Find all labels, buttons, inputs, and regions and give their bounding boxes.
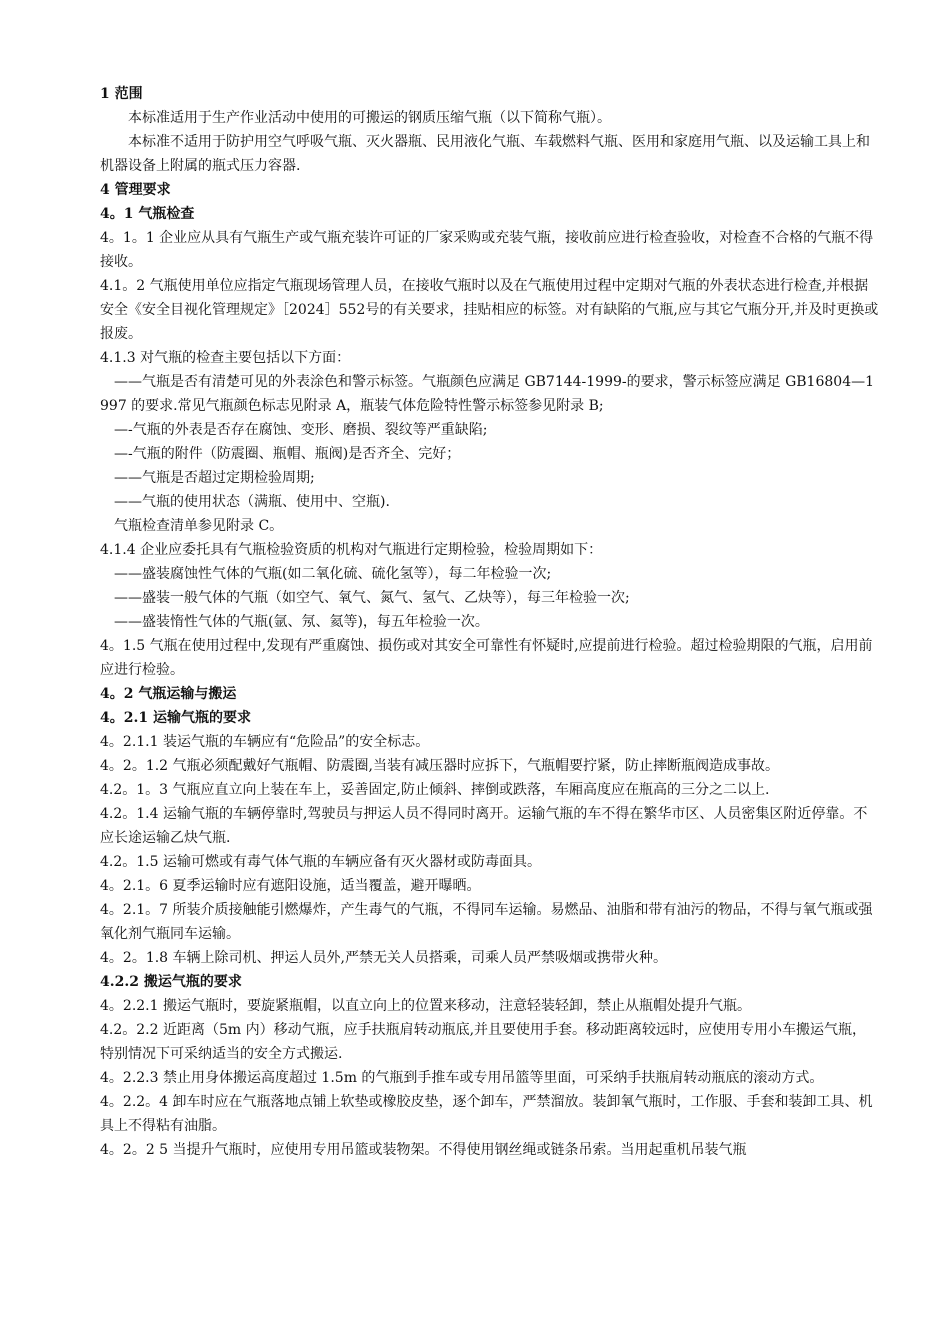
paragraph: 本标准适用于生产作业活动中使用的可搬运的钢质压缩气瓶（以下简称气瓶）。	[128, 110, 611, 126]
paragraph: ——盛装惰性气体的气瓶(氩、氖、氦等)，每五年检验一次。	[114, 614, 489, 630]
paragraph: 4。2.2.1 搬运气瓶时，要旋紧瓶帽，以直立向上的位置来移动，注意轻装轻卸，禁止从瓶帽处提升气瓶。	[100, 998, 751, 1014]
paragraph: 4。2。2 5 当提升气瓶时，应使用专用吊篮或装物架。不得使用钢丝绳或链条吊索。当用起重机吊装气瓶	[100, 1142, 747, 1158]
paragraph: 4.1.3 对气瓶的检查主要包括以下方面：	[100, 350, 351, 366]
paragraph: ——盛装腐蚀性气体的气瓶(如二氧化硫、硫化氢等），每二年检验一次;	[114, 566, 552, 582]
paragraph: 4。2。1.8 车辆上除司机、押运人员外,严禁无关人员搭乘，司乘人员严禁吸烟或携带火种。	[100, 950, 667, 966]
paragraph: ——气瓶是否有清楚可见的外表涂色和警示标签。气瓶颜色应满足 GB7144-1999-的要求，警示标签应满足 GB16804—1997 的要求.常见气瓶颜色标志见附录 A，瓶装气体危险特性警示标签参见附录 B;	[100, 374, 875, 414]
paragraph: 气瓶检查清单参见附录 C。	[114, 518, 284, 534]
paragraph: 4.2。1.4 运输气瓶的车辆停靠时,驾驶员与押运人员不得同时离开。运输气瓶的车不得在繁华市区、人员密集区附近停靠。不应长途运输乙炔气瓶.	[100, 806, 868, 846]
paragraph: ——气瓶的使用状态（满瓶、使用中、空瓶).	[114, 494, 390, 510]
paragraph: 4。1.5 气瓶在使用过程中,发现有严重腐蚀、损伤或对其安全可靠性有怀疑时,应提前进行检验。超过检验期限的气瓶，启用前应进行检验。	[100, 638, 873, 678]
paragraph: 4。2.1。7 所装介质接触能引燃爆炸，产生毒气的气瓶，不得同车运输。易燃品、油脂和带有油污的物品，不得与氧气瓶或强氧化剂气瓶同车运输。	[100, 902, 873, 942]
section-heading: 4。2 气瓶运输与搬运	[100, 686, 237, 702]
paragraph: ——盛装一般气体的气瓶（如空气、氧气、氮气、氢气、乙炔等），每三年检验一次;	[114, 590, 630, 606]
section-heading: 1 范围	[100, 86, 143, 102]
section-heading: 4 管理要求	[100, 182, 171, 198]
paragraph: 4.1.4 企业应委托具有气瓶检验资质的机构对气瓶进行定期检验，检验周期如下：	[100, 542, 603, 558]
paragraph: 4.2。1。3 气瓶应直立向上装在车上，妥善固定,防止倾斜、摔倒或跌落，车厢高度应在瓶高的三分之二以上.	[100, 782, 770, 798]
paragraph: 4。2.2.3 禁止用身体搬运高度超过 1.5m 的气瓶到手推车或专用吊篮等里面，可采纳手扶瓶肩转动瓶底的滚动方式。	[100, 1070, 824, 1086]
paragraph: 4。2。1.2 气瓶必须配戴好气瓶帽、防震圈,当装有减压器时应拆下，气瓶帽要拧紧，防止摔断瓶阀造成事故。	[100, 758, 779, 774]
section-heading: 4.2.2 搬运气瓶的要求	[100, 974, 242, 990]
paragraph: 4。2.2。4 卸车时应在气瓶落地点铺上软垫或橡胶皮垫，逐个卸车，严禁溜放。装卸氧气瓶时，工作服、手套和装卸工具、机具上不得粘有油脂。	[100, 1094, 873, 1134]
paragraph: 4.1。2 气瓶使用单位应指定气瓶现场管理人员，在接收气瓶时以及在气瓶使用过程中定期对气瓶的外表状态进行检查,并根据安全《安全目视化管理规定》［2024］552号的有关要求，挂贴相应的标签。对有缺陷的气瓶,应与其它气瓶分开,并及时更换或报废。	[100, 278, 879, 342]
paragraph: 本标准不适用于防护用空气呼吸气瓶、灭火器瓶、民用液化气瓶、车载燃料气瓶、医用和家庭用气瓶、以及运输工具上和机器设备上附属的瓶式压力容器.	[100, 134, 870, 174]
paragraph: —-气瓶的附件（防震圈、瓶帽、瓶阀)是否齐全、完好；	[114, 446, 461, 462]
document-body	[100, 82, 880, 1162]
section-heading: 4。1 气瓶检查	[100, 206, 195, 222]
paragraph: 4.2。2.2 近距离（5m 内）移动气瓶，应手扶瓶肩转动瓶底,并且要使用手套。移动距离较远时，应使用专用小车搬运气瓶，特别情况下可采纳适当的安全方式搬运.	[100, 1022, 867, 1062]
paragraph: 4。2.1.1 装运气瓶的车辆应有“危险品”的安全标志。	[100, 734, 430, 750]
paragraph: 4。1。1 企业应从具有气瓶生产或气瓶充装许可证的厂家采购或充装气瓶，接收前应进行检查验收，对检查不合格的气瓶不得接收。	[100, 230, 874, 270]
paragraph: ——气瓶是否超过定期检验周期;	[114, 470, 315, 486]
paragraph: —-气瓶的外表是否存在腐蚀、变形、磨损、裂纹等严重缺陷;	[114, 422, 488, 438]
section-heading: 4。2.1 运输气瓶的要求	[100, 710, 251, 726]
paragraph: 4.2。1.5 运输可燃或有毒气体气瓶的车辆应备有灭火器材或防毒面具。	[100, 854, 541, 870]
paragraph: 4。2.1。6 夏季运输时应有遮阳设施，适当覆盖，避开曝晒。	[100, 878, 481, 894]
